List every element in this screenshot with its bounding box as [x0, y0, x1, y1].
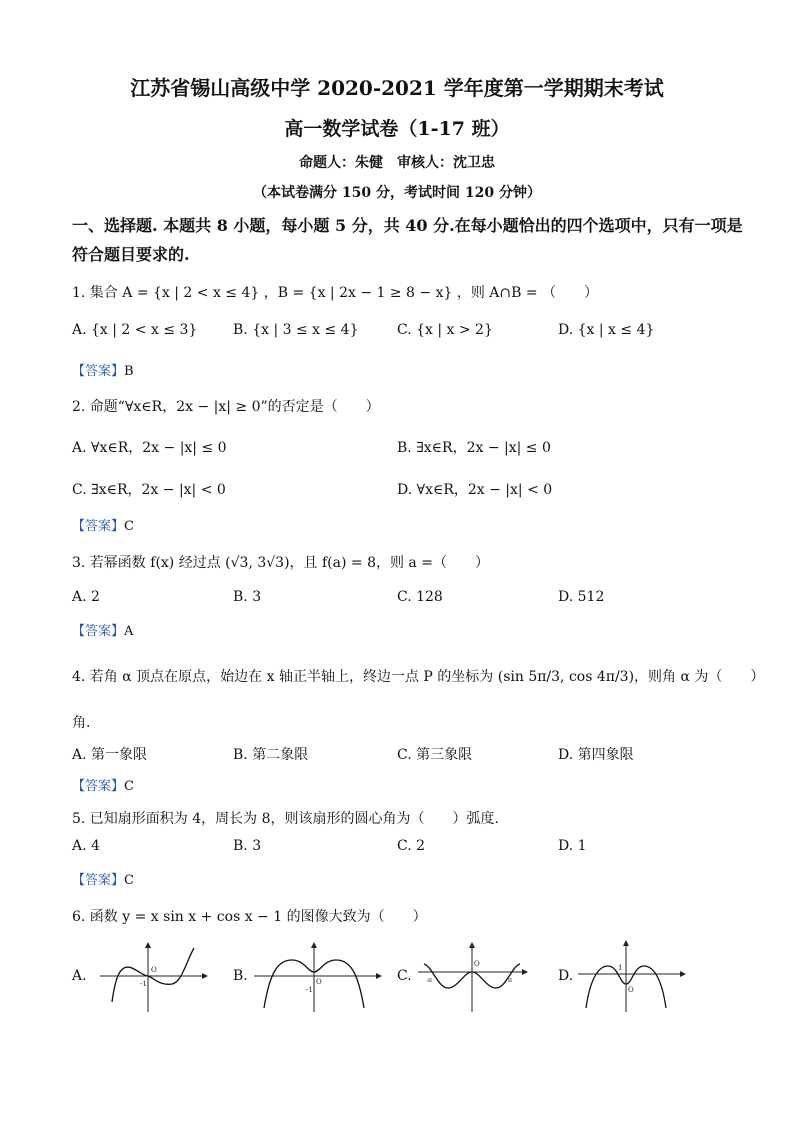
question-6-option-b-label: B. [233, 968, 248, 984]
question-6-graph-b [252, 942, 382, 1014]
exam-title: 江苏省锡山高级中学 2020-2021 学年度第一学期期末考试 [130, 76, 664, 100]
exam-info: （本试卷满分 150 分，考试时间 120 分钟） [253, 185, 541, 201]
answer-value: C [124, 519, 134, 534]
graph-a-icon [98, 942, 208, 1014]
answer-tag: 【答案】 [72, 779, 125, 794]
question-6-option-d-label: D. [558, 968, 574, 984]
question-1-option-c: C. {x | x > 2} [397, 322, 493, 338]
question-2-option-d: D. ∀x∈R，2x − |x| < 0 [397, 482, 553, 498]
question-6-graph-c [416, 942, 528, 1014]
answer-value: A [124, 624, 134, 639]
answer-tag: 【答案】 [72, 519, 125, 534]
question-6-stem: 6. 函数 y = x sin x + cos x − 1 的图像大致为（ ） [72, 909, 427, 925]
question-3-option-b: B. 3 [233, 589, 262, 605]
question-2-option-b: B. ∃x∈R，2x − |x| ≤ 0 [397, 440, 551, 456]
svg-text:1: 1 [618, 964, 623, 972]
question-4-option-b: B. 第二象限 [233, 747, 309, 763]
svg-text:-1: -1 [306, 986, 313, 994]
question-5-stem: 5. 已知扇形面积为 4，周长为 8，则该扇形的圆心角为（ ）弧度. [72, 811, 499, 827]
question-4-option-d: D. 第四象限 [558, 747, 634, 763]
question-3-option-c: C. 128 [397, 589, 443, 605]
question-2-stem: 2. 命题“∀x∈R，2x − |x| ≥ 0”的否定是（ ） [72, 399, 380, 415]
section-heading: 一、选择题. 本题共 8 小题，每小题 5 分，共 40 分.在每小题恰出的四个选项中，只有一项是 [72, 216, 743, 235]
answer-value: C [124, 873, 134, 888]
question-1-option-a: A. {x | 2 < x ≤ 3} [72, 322, 198, 338]
exam-subtitle: 高一数学试卷（1-17 班） [284, 118, 510, 140]
question-5-option-a: A. 4 [72, 838, 100, 854]
graph-c-icon [416, 942, 528, 1014]
answer-tag: 【答案】 [72, 624, 125, 639]
svg-text:O: O [316, 978, 322, 986]
question-2-option-c: C. ∃x∈R，2x − |x| < 0 [72, 482, 226, 498]
svg-text:O: O [151, 966, 157, 974]
question-2-answer [72, 515, 134, 534]
svg-text:O: O [474, 960, 480, 968]
question-6-option-c-label: C. [397, 968, 412, 984]
graph-b-icon [252, 942, 382, 1014]
question-5-option-d: D. 1 [558, 838, 587, 854]
question-1-option-d: D. {x | x ≤ 4} [558, 322, 655, 338]
svg-text:π: π [508, 977, 512, 984]
exam-authors: 命题人：朱健 审核人：沈卫忠 [299, 155, 495, 171]
question-1-stem: 1. 集合 A = {x | 2 < x ≤ 4} ，B = {x | 2x − 1 ≥ 8 − x} ，则 A∩B = （ ） [72, 285, 599, 301]
answer-value: C [124, 779, 134, 794]
question-4-stem: 4. 若角 α 顶点在原点，始边在 x 轴正半轴上，终边一点 P 的坐标为 (sin 5π/3, cos 4π/3)，则角 α 为（ ） [72, 669, 765, 685]
answer-value: B [124, 364, 134, 379]
answer-tag: 【答案】 [72, 873, 125, 888]
svg-text:-1: -1 [140, 980, 147, 988]
question-6-option-a-label: A. [72, 968, 87, 984]
svg-text:O: O [628, 986, 634, 994]
question-6-graph-d [576, 940, 686, 1014]
question-5-answer [72, 869, 134, 888]
question-5-option-c: C. 2 [397, 838, 426, 854]
question-4-option-c: C. 第三象限 [397, 747, 473, 763]
question-3-option-a: A. 2 [72, 589, 100, 605]
question-3-answer [72, 620, 133, 639]
graph-d-icon [576, 940, 686, 1014]
question-1-option-b: B. {x | 3 ≤ x ≤ 4} [233, 322, 359, 338]
question-6-graph-a [98, 942, 208, 1014]
question-2-option-a: A. ∀x∈R，2x − |x| ≤ 0 [72, 440, 227, 456]
question-4-stem-cont: 角. [72, 715, 91, 731]
svg-text:-π: -π [426, 977, 432, 984]
section-heading-cont: 符合题目要求的. [72, 245, 190, 264]
question-3-stem: 3. 若幂函数 f(x) 经过点 (√3, 3√3)，且 f(a) = 8，则 a =（ ） [72, 555, 489, 571]
question-3-option-d: D. 512 [558, 589, 605, 605]
question-5-option-b: B. 3 [233, 838, 262, 854]
question-4-option-a: A. 第一象限 [72, 747, 148, 763]
question-4-answer [72, 775, 134, 794]
question-1-answer [72, 360, 134, 379]
answer-tag: 【答案】 [72, 364, 125, 379]
